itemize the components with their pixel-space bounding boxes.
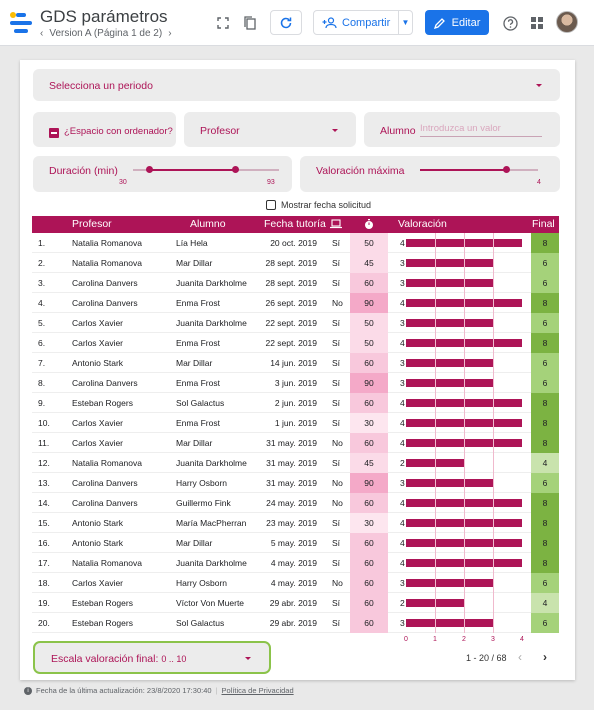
cell-ordenador: Sí — [332, 318, 341, 328]
user-avatar[interactable] — [556, 11, 578, 33]
cell-final: 6 — [531, 313, 559, 333]
cell-duracion: 60 — [350, 533, 388, 553]
cell-profesor: Carlos Xavier — [72, 438, 124, 448]
cell-fecha: 4 may. 2019 — [270, 558, 317, 568]
cell-fecha: 22 sept. 2019 — [265, 318, 317, 328]
cell-valoracion: 3 — [400, 618, 405, 628]
valoracion-gridline — [464, 233, 465, 633]
final-scale-label-text: Escala valoración final: — [51, 653, 159, 665]
copy-icon[interactable] — [239, 12, 261, 34]
row-number: 19. — [38, 598, 50, 608]
checkbox-icon[interactable] — [266, 200, 276, 210]
axis-tick-label: 4 — [520, 636, 524, 643]
cell-ordenador: Sí — [332, 458, 341, 468]
table-row[interactable] — [32, 573, 559, 593]
cell-final: 8 — [531, 233, 559, 253]
refresh-button[interactable] — [270, 10, 302, 35]
valoracion-bar — [406, 259, 493, 267]
help-icon[interactable] — [499, 12, 521, 34]
cell-final: 8 — [531, 493, 559, 513]
col-header-fecha[interactable]: Fecha tutoría — [264, 218, 326, 230]
table-row[interactable] — [32, 533, 559, 553]
row-number: 17. — [38, 558, 50, 568]
chevron-down-icon — [536, 84, 542, 87]
table-header — [32, 216, 559, 233]
cell-alumno: Enma Frost — [176, 338, 220, 348]
share-label: Compartir — [342, 16, 391, 29]
cell-valoracion: 4 — [400, 398, 405, 408]
table-row[interactable] — [32, 273, 559, 293]
cell-fecha: 1 jun. 2019 — [274, 418, 317, 428]
row-number: 4. — [38, 298, 46, 308]
cell-profesor: Carolina Danvers — [72, 278, 138, 288]
pc-space-checkbox[interactable] — [33, 112, 176, 147]
period-selector[interactable] — [33, 69, 560, 101]
row-number: 10. — [38, 418, 50, 428]
table-row[interactable] — [32, 493, 559, 513]
edit-button[interactable] — [425, 10, 489, 35]
cell-fecha: 31 may. 2019 — [266, 438, 317, 448]
cell-final: 8 — [531, 553, 559, 573]
cell-profesor: Carolina Danvers — [72, 498, 138, 508]
duration-min-handle[interactable] — [146, 166, 153, 173]
cell-fecha: 5 may. 2019 — [270, 538, 317, 548]
axis-tick-label: 0 — [404, 636, 408, 643]
pencil-icon — [434, 17, 446, 29]
cell-ordenador: Sí — [332, 358, 341, 368]
axis-tick-label: 3 — [491, 636, 495, 643]
cell-duracion: 60 — [350, 593, 388, 613]
cell-duracion: 60 — [350, 493, 388, 513]
row-number: 3. — [38, 278, 46, 288]
prev-page-icon[interactable]: ‹ — [518, 650, 522, 664]
valoracion-gridline — [435, 233, 436, 633]
cell-profesor: Carlos Xavier — [72, 318, 124, 328]
cell-duracion: 30 — [350, 513, 388, 533]
cell-final: 8 — [531, 333, 559, 353]
stopwatch-icon[interactable] — [364, 219, 374, 233]
cell-alumno: Enma Frost — [176, 378, 220, 388]
cell-final: 8 — [531, 413, 559, 433]
cell-alumno: María MacPherran — [176, 518, 247, 528]
table-row[interactable] — [32, 473, 559, 493]
cell-profesor: Antonio Stark — [72, 538, 124, 548]
report-title[interactable]: GDS parámetros — [40, 7, 168, 26]
axis-tick-label: 2 — [462, 636, 466, 643]
cell-fecha: 28 sept. 2019 — [265, 278, 317, 288]
chevron-down-icon — [332, 129, 338, 132]
valoracion-bar — [406, 579, 493, 587]
cell-fecha: 4 may. 2019 — [270, 578, 317, 588]
cell-valoracion: 3 — [400, 478, 405, 488]
cell-valoracion: 4 — [400, 238, 405, 248]
cell-fecha: 31 may. 2019 — [266, 478, 317, 488]
cell-valoracion: 2 — [400, 458, 405, 468]
cell-fecha: 14 jun. 2019 — [270, 358, 317, 368]
footer-separator: | — [215, 686, 218, 695]
cell-ordenador: Sí — [332, 618, 341, 628]
cell-duracion: 60 — [350, 433, 388, 453]
cell-ordenador: Sí — [332, 338, 341, 348]
edit-label: Editar — [451, 16, 481, 29]
cell-alumno: Mar Dillar — [176, 538, 213, 548]
tutorials-table — [32, 216, 559, 647]
pagination-label: 1 - 20 / 68 — [466, 653, 507, 663]
table-row[interactable] — [32, 593, 559, 613]
table-row[interactable] — [32, 413, 559, 433]
cell-final: 8 — [531, 513, 559, 533]
cell-fecha: 24 may. 2019 — [266, 498, 317, 508]
cell-alumno: Juanita Darkholme — [176, 318, 247, 328]
duration-slider-control — [33, 156, 292, 192]
max-rating-label: Valoración máxima — [316, 165, 405, 177]
cell-alumno: Lía Hela — [176, 238, 208, 248]
cell-profesor: Carlos Xavier — [72, 338, 124, 348]
cell-alumno: Sol Galactus — [176, 618, 225, 628]
duration-range — [149, 169, 235, 171]
table-row[interactable] — [32, 393, 559, 413]
cell-profesor: Antonio Stark — [72, 518, 124, 528]
cell-profesor: Carolina Danvers — [72, 478, 138, 488]
cell-alumno: Sol Galactus — [176, 398, 225, 408]
cell-ordenador: Sí — [332, 598, 341, 608]
row-number: 18. — [38, 578, 50, 588]
cell-ordenador: No — [332, 578, 343, 588]
cell-valoracion: 4 — [400, 438, 405, 448]
cell-profesor: Carolina Danvers — [72, 298, 138, 308]
axis-tick-label: 1 — [433, 636, 437, 643]
duration-max-value: 93 — [267, 179, 275, 186]
cell-valoracion: 4 — [400, 338, 405, 348]
valoracion-bar — [406, 479, 493, 487]
row-number: 13. — [38, 478, 50, 488]
cell-valoracion: 3 — [400, 578, 405, 588]
laptop-icon[interactable] — [330, 219, 342, 232]
cell-fecha: 31 may. 2019 — [266, 458, 317, 468]
cell-valoracion: 3 — [400, 378, 405, 388]
valoracion-bar — [406, 319, 493, 327]
cell-alumno: Enma Frost — [176, 298, 220, 308]
row-number: 5. — [38, 318, 46, 328]
cell-alumno: Juanita Darkholme — [176, 278, 247, 288]
cell-valoracion: 4 — [400, 558, 405, 568]
col-header-valoracion[interactable]: Valoración — [398, 218, 447, 230]
cell-duracion: 50 — [350, 313, 388, 333]
final-scale-dropdown[interactable] — [33, 641, 271, 674]
valoracion-bar — [406, 619, 493, 627]
next-page-icon[interactable]: › — [543, 650, 547, 664]
cell-fecha: 29 abr. 2019 — [269, 598, 317, 608]
page-indicator[interactable]: Version A (Página 1 de 2) — [49, 28, 163, 39]
cell-duracion: 30 — [350, 413, 388, 433]
final-scale-value: 0 .. 10 — [161, 654, 187, 664]
cell-profesor: Carlos Xavier — [72, 418, 124, 428]
cell-ordenador: No — [332, 298, 343, 308]
cell-valoracion: 4 — [400, 538, 405, 548]
cell-duracion: 45 — [350, 253, 388, 273]
cell-ordenador: Sí — [332, 418, 341, 428]
table-row[interactable] — [32, 513, 559, 533]
max-rating-slider-control — [300, 156, 560, 192]
cell-duracion: 60 — [350, 393, 388, 413]
cell-final: 6 — [531, 613, 559, 633]
table-row[interactable] — [32, 433, 559, 453]
cell-duracion: 90 — [350, 373, 388, 393]
info-icon: i — [24, 687, 32, 695]
cell-final: 6 — [531, 573, 559, 593]
cell-final: 6 — [531, 273, 559, 293]
cell-final: 4 — [531, 453, 559, 473]
cell-final: 8 — [531, 433, 559, 453]
student-filter — [364, 112, 560, 147]
cell-duracion: 90 — [350, 473, 388, 493]
cell-profesor: Natalia Romanova — [72, 238, 142, 248]
table-row[interactable] — [32, 373, 559, 393]
row-number: 12. — [38, 458, 50, 468]
cell-profesor: Carlos Xavier — [72, 578, 124, 588]
chevron-down-icon — [245, 657, 251, 660]
row-number: 15. — [38, 518, 50, 528]
max-rating-handle[interactable] — [503, 166, 510, 173]
row-number: 11. — [38, 438, 50, 448]
cell-ordenador: Sí — [332, 538, 341, 548]
cell-fecha: 29 abr. 2019 — [269, 618, 317, 628]
table-row[interactable] — [32, 253, 559, 273]
cell-valoracion: 4 — [400, 518, 405, 528]
cell-valoracion: 4 — [400, 418, 405, 428]
table-row[interactable] — [32, 233, 559, 253]
cell-duracion: 60 — [350, 573, 388, 593]
row-number: 6. — [38, 338, 46, 348]
cell-ordenador: No — [332, 498, 343, 508]
cell-duracion: 50 — [350, 233, 388, 253]
cell-duracion: 60 — [350, 273, 388, 293]
student-input[interactable]: Introduzca un valor — [420, 123, 542, 137]
page-navigator — [40, 28, 172, 39]
cell-valoracion: 3 — [400, 358, 405, 368]
period-label: Selecciona un periodo — [49, 80, 153, 92]
chevron-right-icon[interactable]: › — [168, 28, 172, 39]
report-canvas — [20, 60, 575, 680]
cell-fecha: 22 sept. 2019 — [265, 338, 317, 348]
show-date-checkbox[interactable] — [266, 200, 371, 210]
cell-alumno: Juanita Darkholme — [176, 458, 247, 468]
row-number: 1. — [38, 238, 46, 248]
cell-profesor: Natalia Romanova — [72, 558, 142, 568]
cell-final: 8 — [531, 393, 559, 413]
table-row[interactable] — [32, 553, 559, 573]
refresh-icon — [279, 16, 293, 30]
chevron-left-icon[interactable]: ‹ — [40, 28, 44, 39]
share-dropdown-icon[interactable]: ▼ — [398, 11, 412, 34]
cell-fecha: 2 jun. 2019 — [274, 398, 317, 408]
row-number: 16. — [38, 538, 50, 548]
share-button[interactable] — [313, 10, 413, 35]
data-studio-logo-icon — [10, 11, 32, 35]
cell-ordenador: Sí — [332, 558, 341, 568]
cell-ordenador: Sí — [332, 518, 341, 528]
table-row[interactable] — [32, 313, 559, 333]
cell-alumno: Enma Frost — [176, 418, 220, 428]
valoracion-bar — [406, 279, 493, 287]
cell-profesor: Carolina Danvers — [72, 378, 138, 388]
row-number: 8. — [38, 378, 46, 388]
cell-final: 4 — [531, 593, 559, 613]
cell-fecha: 23 may. 2019 — [266, 518, 317, 528]
checkbox-icon[interactable] — [49, 128, 59, 138]
table-body — [32, 233, 559, 633]
cell-fecha: 26 sept. 2019 — [265, 298, 317, 308]
final-scale-label — [51, 653, 186, 665]
cell-duracion: 90 — [350, 293, 388, 313]
cell-alumno: Víctor Von Muerte — [176, 598, 245, 608]
cell-alumno: Mar Dillar — [176, 258, 213, 268]
cell-fecha: 28 sept. 2019 — [265, 258, 317, 268]
col-header-profesor[interactable]: Profesor — [72, 218, 112, 230]
valoracion-bar — [406, 379, 493, 387]
last-updated: Fecha de la última actualización: 23/8/2020 17:30:40 — [36, 686, 212, 695]
table-row[interactable] — [32, 333, 559, 353]
cell-alumno: Harry Osborn — [176, 478, 228, 488]
apps-grid-icon[interactable] — [526, 12, 548, 34]
cell-valoracion: 3 — [400, 258, 405, 268]
cell-alumno: Mar Dillar — [176, 438, 213, 448]
cell-ordenador: Sí — [332, 238, 341, 248]
cell-valoracion: 3 — [400, 318, 405, 328]
row-number: 9. — [38, 398, 46, 408]
col-header-alumno[interactable]: Alumno — [190, 218, 226, 230]
col-header-final[interactable]: Final — [532, 218, 555, 230]
table-row[interactable] — [32, 293, 559, 313]
cell-valoracion: 3 — [400, 278, 405, 288]
cell-alumno: Harry Osborn — [176, 578, 228, 588]
cell-fecha: 3 jun. 2019 — [274, 378, 317, 388]
cell-profesor: Antonio Stark — [72, 358, 124, 368]
add-person-icon — [322, 17, 338, 29]
app-header — [0, 0, 594, 46]
cell-duracion: 60 — [350, 613, 388, 633]
professor-label: Profesor — [200, 125, 240, 137]
pc-space-label: ¿Espacio con ordenador? — [64, 126, 173, 137]
table-row[interactable] — [32, 613, 559, 633]
cell-alumno: Mar Dillar — [176, 358, 213, 368]
cell-valoracion: 2 — [400, 598, 405, 608]
duration-min-value: 30 — [119, 179, 127, 186]
cell-profesor: Esteban Rogers — [72, 598, 133, 608]
cell-profesor: Esteban Rogers — [72, 618, 133, 628]
cell-valoracion: 4 — [400, 498, 405, 508]
cell-profesor: Esteban Rogers — [72, 398, 133, 408]
cell-duracion: 50 — [350, 333, 388, 353]
cell-final: 6 — [531, 473, 559, 493]
row-number: 2. — [38, 258, 46, 268]
cell-duracion: 60 — [350, 553, 388, 573]
row-number: 20. — [38, 618, 50, 628]
cell-ordenador: Sí — [332, 378, 341, 388]
cell-final: 6 — [531, 353, 559, 373]
cell-ordenador: No — [332, 478, 343, 488]
cell-ordenador: Sí — [332, 398, 341, 408]
cell-final: 8 — [531, 533, 559, 553]
cell-alumno: Juanita Darkholme — [176, 558, 247, 568]
table-row[interactable] — [32, 453, 559, 473]
footer — [24, 686, 294, 695]
professor-dropdown[interactable] — [184, 112, 356, 147]
cell-final: 8 — [531, 293, 559, 313]
cell-duracion: 60 — [350, 353, 388, 373]
show-date-label: Mostrar fecha solicitud — [281, 200, 372, 210]
student-label: Alumno — [380, 125, 416, 137]
duration-max-handle[interactable] — [232, 166, 239, 173]
cell-profesor: Natalia Romanova — [72, 458, 142, 468]
valoracion-bar — [406, 359, 493, 367]
cell-final: 6 — [531, 253, 559, 273]
row-number: 14. — [38, 498, 50, 508]
row-number: 7. — [38, 358, 46, 368]
table-row[interactable] — [32, 353, 559, 373]
cell-alumno: Guillermo Fink — [176, 498, 231, 508]
valoracion-gridline — [493, 233, 494, 633]
max-rating-range — [420, 169, 506, 171]
cell-duracion: 45 — [350, 453, 388, 473]
max-rating-value: 4 — [537, 179, 541, 186]
cell-fecha: 20 oct. 2019 — [270, 238, 317, 248]
fullscreen-icon[interactable] — [212, 12, 234, 34]
cell-final: 6 — [531, 373, 559, 393]
cell-ordenador: No — [332, 438, 343, 448]
cell-valoracion: 4 — [400, 298, 405, 308]
cell-ordenador: Sí — [332, 258, 341, 268]
privacy-link[interactable]: Política de Privacidad — [221, 686, 294, 695]
cell-profesor: Natalia Romanova — [72, 258, 142, 268]
cell-ordenador: Sí — [332, 278, 341, 288]
duration-label: Duración (min) — [49, 165, 118, 177]
